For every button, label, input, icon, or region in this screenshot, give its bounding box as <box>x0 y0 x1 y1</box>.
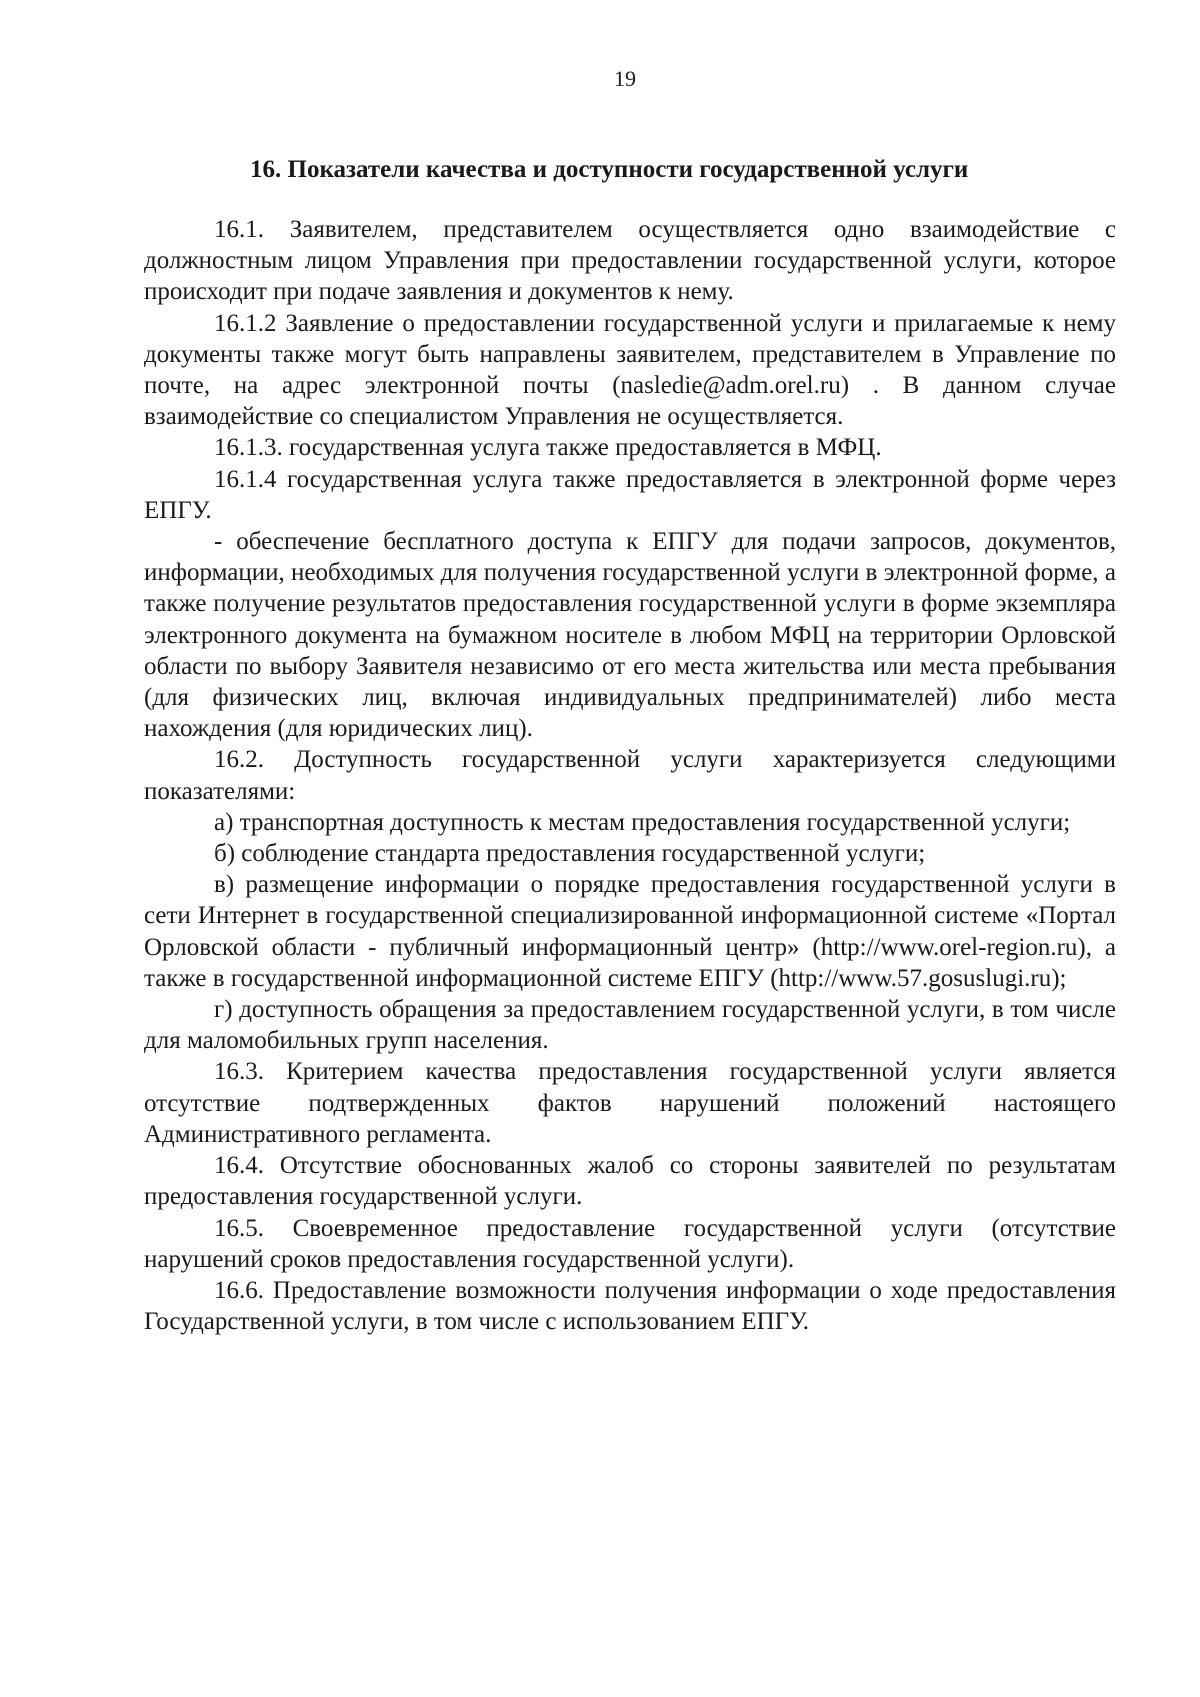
section-body <box>144 214 1116 1337</box>
list-item-a: а) транспортная доступность к местам предоставления государственной услуги; <box>214 808 1071 836</box>
paragraph-16-3: 16.3. Критерием качества предоставления государственной услуги является отсутствие подтвержденных фактов нарушений положений настоящего Административного регламента. <box>144 1058 1116 1148</box>
list-item-v: в) размещение информации о порядке предоставления государственной услуги в сети Интернет в государственной специализированной информационной системе «Портал Орловской области - публичный информационный центр» (http://www.orel-region.ru), а также в государственной информационной системе ЕПГУ (http://www.57.gosuslugi.ru); <box>144 871 1116 992</box>
paragraph-16-2: 16.2. Доступность государственной услуги характеризуется следующими показателями: <box>144 746 1116 805</box>
list-item-b: б) соблюдение стандарта предоставления государственной услуги; <box>214 840 926 868</box>
section-title: 16. Показатели качества и доступности государственной услуги <box>250 156 969 183</box>
paragraph-free-access: - обеспечение бесплатного доступа к ЕПГУ для подачи запросов, документов, информации, необходимых для получения государственной услуги в электронной форме, а также получение результатов предоставления государственной услуги в форме экземпляра электронного документа на бумажном носителе в любом МФЦ на территории Орловской области по выбору Заявителя независимо от его места жительства или места пребывания (для физических лиц, включая индивидуальных предпринимателей) либо места нахождения (для юридических лиц). <box>144 528 1116 743</box>
paragraph-16-1-2: 16.1.2 Заявление о предоставлении государственной услуги и прилагаемые к нему документы также могут быть направлены заявителем, представителем в Управление по почте, на адрес электронной почты (nasledie@adm.orel.ru) . В данном случае взаимодействие со специалистом Управления не осуществляется. <box>144 309 1116 431</box>
list-item-g: г) доступность обращения за предоставлением государственной услуги, в том числе для маломобильных групп населения. <box>144 996 1116 1055</box>
paragraph-16-1-3: 16.1.3. государственная услуга также предоставляется в МФЦ. <box>214 434 882 462</box>
paragraph-16-1-4: 16.1.4 государственная услуга также предоставляется в электронной форме через ЕПГУ. <box>144 465 1116 524</box>
page-number: 19 <box>614 66 636 91</box>
paragraph-16-1: 16.1. Заявителем, представителем осуществляется одно взаимодействие с должностным лицом Управления при предоставлении государственной услуги, которое происходит при подаче заявления и документов к нему. <box>144 216 1116 306</box>
paragraph-16-5: 16.5. Своевременное предоставление государственной услуги (отсутствие нарушений сроков предоставления государственной услуги). <box>144 1214 1116 1273</box>
paragraph-16-6: 16.6. Предоставление возможности получения информации о ходе предоставления Государственной услуги, в том числе с использованием ЕПГУ. <box>144 1276 1116 1336</box>
paragraph-16-4: 16.4. Отсутствие обоснованных жалоб со стороны заявителей по результатам предоставления государственной услуги. <box>144 1152 1116 1211</box>
